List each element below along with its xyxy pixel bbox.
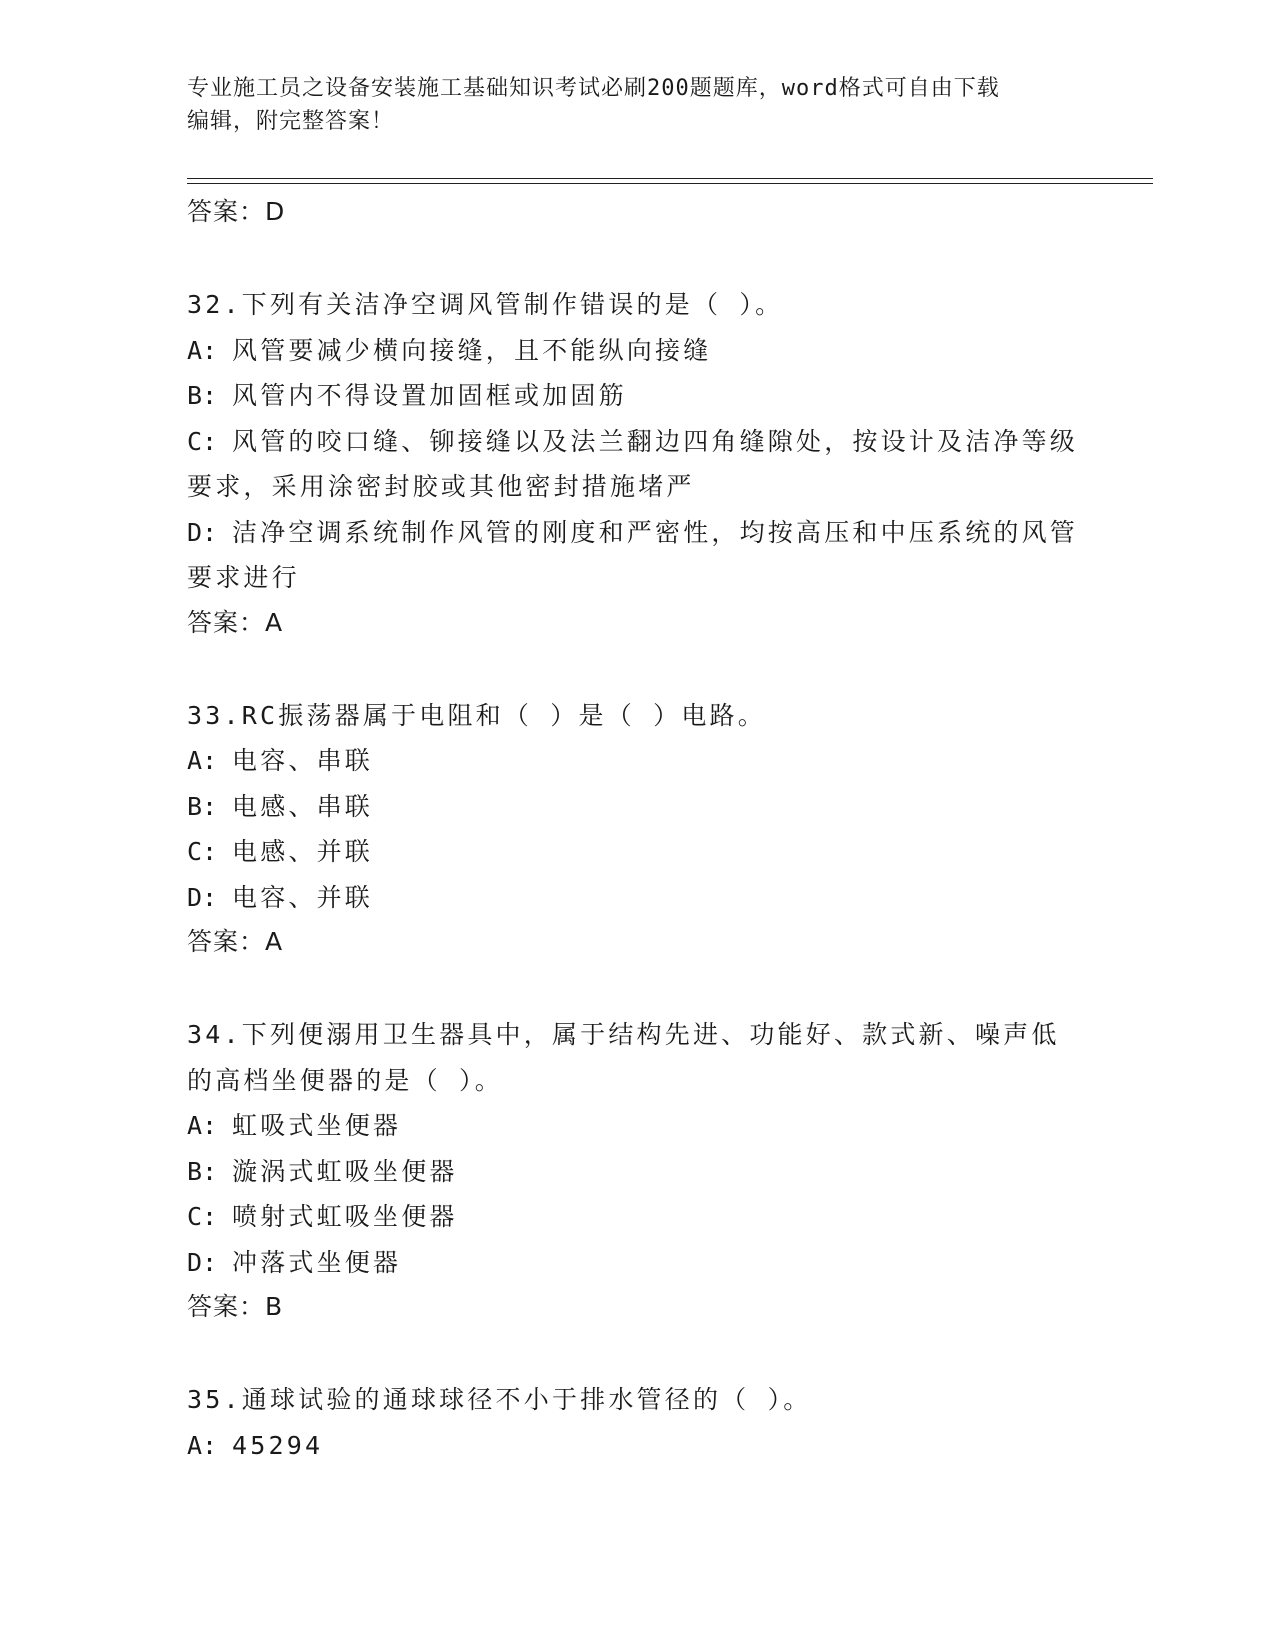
question-text: 33.RC振荡器属于电阻和（ ）是（ ）电路。 [187,700,766,730]
option-letter: C: [187,1202,218,1231]
option-b [187,784,1087,830]
header-divider-top [187,178,1153,179]
option-letter: A: [187,1430,218,1460]
option-b [187,373,1087,419]
question-33 [187,693,1087,965]
option-c [187,419,1087,510]
option-a [187,1103,1087,1149]
option-a [187,328,1087,374]
option-a [187,738,1087,784]
answer-label: 答案：D [187,197,286,226]
header-line-1: 专业施工员之设备安装施工基础知识考试必刷200题题库，word格式可自由下载 [187,76,1000,101]
option-d [187,1240,1087,1286]
question-32 [187,282,1087,645]
option-text: 45294 [232,1430,324,1460]
option-text: 漩涡式虹吸坐便器 [232,1156,458,1186]
option-letter: D: [187,517,218,547]
option-text: 电容、并联 [232,882,374,912]
option-letter: C: [187,426,218,456]
header-divider-bottom [187,183,1153,184]
question-text: 34.下列便溺用卫生器具中，属于结构先进、功能好、款式新、噪声低的高档坐便器的是（ ）。 [187,1020,1060,1095]
question-list [187,188,1087,1468]
question-text: 32.下列有关洁净空调风管制作错误的是（ ）。 [187,290,784,319]
option-text: 洁净空调系统制作风管的刚度和严密性，均按高压和中压系统的风管要求进行 [187,517,1079,592]
option-text: 风管的咬口缝、铆接缝以及法兰翻边四角缝隙处，按设计及洁净等级要求，采用涂密封胶或其他密封措施堵严 [187,426,1079,501]
option-text: 冲落式坐便器 [232,1247,402,1277]
option-b [187,1149,1087,1195]
option-letter: B: [187,381,218,410]
option-letter: B: [187,791,218,821]
option-text: 喷射式虹吸坐便器 [232,1202,458,1231]
option-text: 电感、并联 [232,837,374,866]
question-35 [187,1377,1087,1468]
header-line-2: 编辑，附完整答案！ [187,109,395,134]
answer-label: 答案：A [187,927,284,956]
option-letter: B: [187,1156,218,1186]
option-text: 风管内不得设置加固框或加固筋 [232,381,627,410]
option-text: 电容、串联 [232,746,374,775]
option-letter: A: [187,746,218,775]
option-letter: A: [187,1111,218,1140]
answer-label: 答案：A [187,607,284,637]
question-text: 35.通球试验的通球球径不小于排水管径的（ ）。 [187,1385,812,1414]
document-header [187,72,1077,138]
answer-label: 答案：B [187,1292,284,1321]
option-d [187,875,1087,921]
option-letter: D: [187,1247,218,1277]
option-c [187,1194,1087,1240]
option-d [187,510,1087,601]
option-letter: A: [187,335,218,365]
option-text: 虹吸式坐便器 [232,1111,402,1140]
option-c [187,829,1087,875]
question-34 [187,1012,1087,1329]
option-text: 风管要减少横向接缝，且不能纵向接缝 [232,335,712,365]
option-letter: C: [187,837,218,866]
option-a [187,1423,1087,1469]
option-text: 电感、串联 [232,791,374,821]
option-letter: D: [187,882,218,912]
